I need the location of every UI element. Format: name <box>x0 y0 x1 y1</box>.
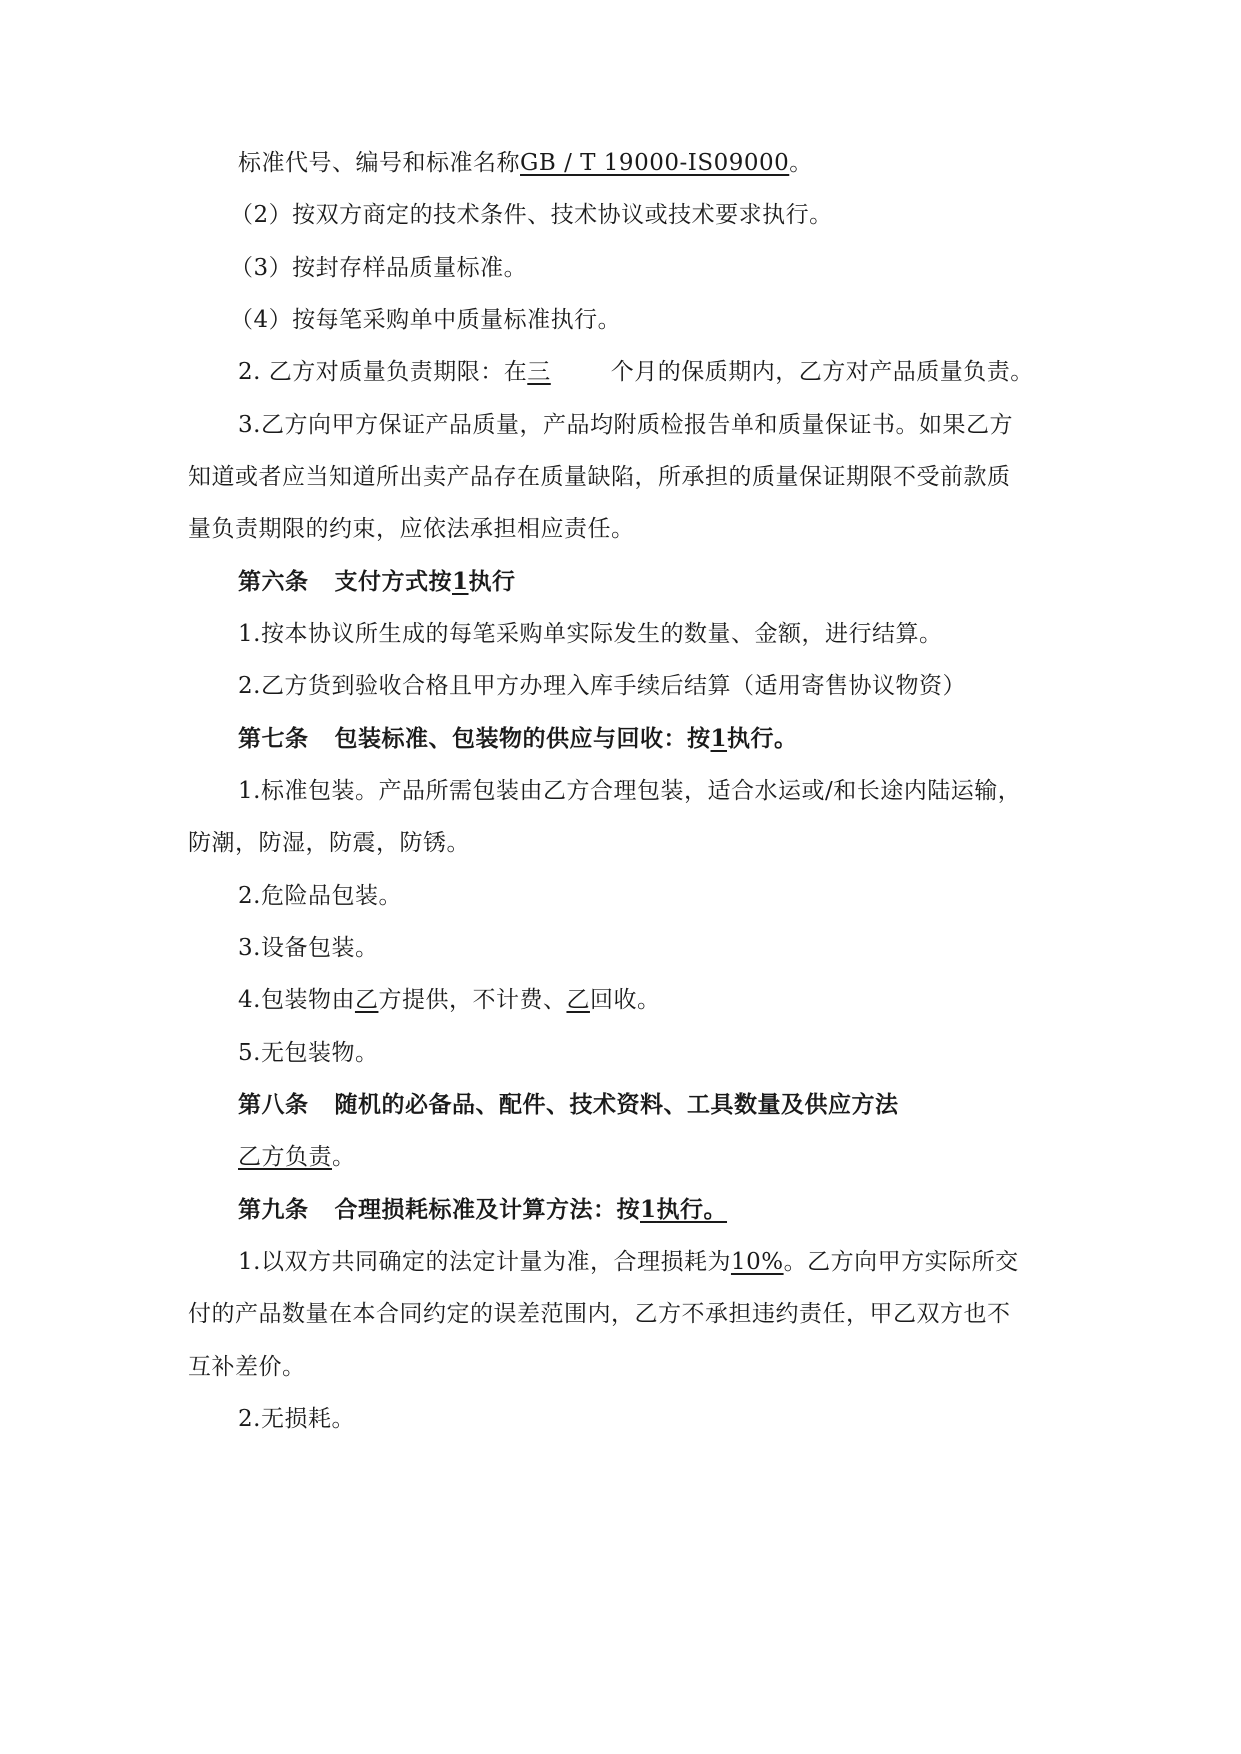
standard-line: 标准代号、编号和标准名称GB / T 19000-IS09000。 <box>238 150 813 176</box>
payment-item-2: 2.乙方货到验收合格且甲方办理入库手续后结算（适用寄售协议物资） <box>238 673 966 699</box>
standard-label: 标准代号、编号和标准名称 <box>238 150 520 176</box>
clause-item-3: （3）按封存样品质量标准。 <box>230 255 528 281</box>
article-8-heading: 第八条 随机的必备品、配件、技术资料、工具数量及供应方法 <box>238 1091 899 1118</box>
packaging-item-5: 5.无包装物。 <box>238 1040 379 1066</box>
article-8-responsibility: 乙方负责。 <box>238 1144 356 1170</box>
article-9-heading: 第九条 合理损耗标准及计算方法：按1执行。 <box>238 1196 728 1223</box>
packaging-item-3: 3.设备包装。 <box>238 935 379 961</box>
provider-party: 乙 <box>354 987 379 1013</box>
article-9-value: 1 <box>640 1196 657 1223</box>
quality-period-line: 2. 乙方对质量负责期限：在三 个月的保质期内，乙方对产品质量负责。 <box>238 359 1034 385</box>
article-6-value: 1 <box>452 568 469 595</box>
quality-period-value: 三 <box>527 359 551 385</box>
loss-rate-value: 10% <box>730 1249 784 1275</box>
packaging-item-1-line-1: 1.标准包装。产品所需包装由乙方合理包装，适合水运或/和长途内陆运输， <box>238 778 1022 804</box>
loss-item-1-line-1: 1.以双方共同确定的法定计量为准，合理损耗为10%。乙方向甲方实际所交 <box>238 1249 1019 1275</box>
packaging-item-1-line-2: 防潮，防湿，防震，防锈。 <box>188 830 470 856</box>
loss-item-2: 2.无损耗。 <box>238 1406 355 1432</box>
quality-guarantee-line-1: 3.乙方向甲方保证产品质量，产品均附质检报告单和质量保证书。如果乙方 <box>238 412 1013 438</box>
clause-item-2: （2）按双方商定的技术条件、技术协议或技术要求执行。 <box>230 202 833 228</box>
packaging-item-4: 4.包装物由乙方提供，不计费、乙回收。 <box>238 987 661 1013</box>
packaging-item-2: 2.危险品包装。 <box>238 883 402 909</box>
payment-item-1: 1.按本协议所生成的每笔采购单实际发生的数量、金额，进行结算。 <box>238 621 943 647</box>
responsible-party: 乙方负责 <box>238 1144 332 1170</box>
quality-guarantee-line-2: 知道或者应当知道所出卖产品存在质量缺陷，所承担的质量保证期限不受前款质 <box>188 464 1011 490</box>
article-6-heading: 第六条 支付方式按1执行 <box>238 568 516 595</box>
quality-guarantee-line-3: 量负责期限的约束，应依法承担相应责任。 <box>188 516 635 542</box>
article-7-value: 1 <box>710 725 728 752</box>
recycler-party: 乙 <box>566 987 590 1013</box>
clause-item-4: （4）按每笔采购单中质量标准执行。 <box>230 307 622 333</box>
standard-code: GB / T 19000-IS09000 <box>520 150 790 176</box>
loss-item-1-line-3: 互补差价。 <box>188 1354 306 1380</box>
article-7-heading: 第七条 包装标准、包装物的供应与回收：按1执行。 <box>238 725 798 752</box>
loss-item-1-line-2: 付的产品数量在本合同约定的误差范围内，乙方不承担违约责任，甲乙双方也不 <box>188 1301 1011 1327</box>
